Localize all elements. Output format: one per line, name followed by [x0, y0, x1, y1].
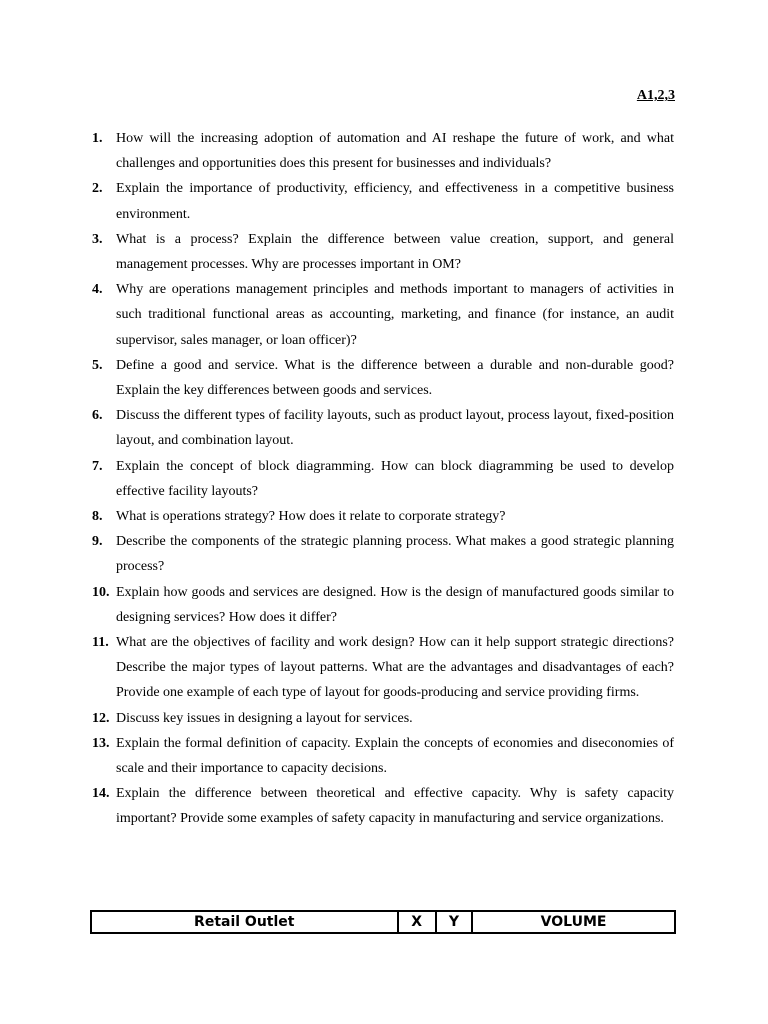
question-text: Discuss key issues in designing a layout for services. [116, 710, 413, 726]
question-item [92, 353, 674, 403]
question-item [92, 630, 674, 706]
question-number: 13. [92, 735, 110, 751]
question-number: 8. [92, 509, 103, 525]
question-number: 2. [92, 181, 103, 197]
question-text: Explain the concept of block diagramming. How can block diagramming be used to develop effective facility layouts? [116, 458, 674, 499]
question-item [92, 126, 674, 176]
question-text: Why are operations management principles and methods important to managers of activities in such traditional functional areas as accounting, marketing, and finance (for instance, an audit supervisor, sales manager, or loan officer)? [116, 282, 674, 348]
question-number: 5. [92, 357, 103, 373]
question-number: 10. [92, 584, 110, 600]
question-list [92, 126, 674, 832]
column-header-x: X [398, 911, 436, 933]
question-number: 11. [92, 635, 109, 651]
question-text: Discuss the different types of facility layouts, such as product layout, process layout, fixed-position layout, and combination layout. [116, 408, 674, 449]
question-number: 1. [92, 131, 103, 146]
question-item [92, 227, 674, 277]
question-item [92, 529, 674, 579]
question-item [92, 504, 674, 529]
question-item [92, 403, 674, 453]
question-item [92, 176, 674, 226]
retail-outlet-table [90, 910, 676, 934]
question-number: 14. [92, 786, 110, 802]
question-number: 9. [92, 534, 103, 550]
question-text: Explain how goods and services are designed. How is the design of manufactured goods similar to designing services? How does it differ? [116, 584, 674, 625]
column-header-y: Y [436, 911, 472, 933]
question-item [92, 706, 674, 731]
column-header-retail-outlet: Retail Outlet [91, 911, 398, 933]
table-header-row [91, 911, 675, 933]
question-item [92, 580, 674, 630]
question-number: 12. [92, 710, 110, 726]
question-number: 4. [92, 282, 103, 298]
question-text: What is operations strategy? How does it relate to corporate strategy? [116, 509, 506, 525]
question-text: Define a good and service. What is the difference between a durable and non-durable good? Explain the key differences between goods and services. [116, 357, 674, 399]
question-item [92, 277, 674, 353]
question-text: How will the increasing adoption of automation and AI reshape the future of work, and what challenges and opportunities does this present for businesses and individuals? [116, 131, 674, 172]
question-text: Explain the importance of productivity, efficiency, and effectiveness in a competitive business environment. [116, 181, 674, 222]
question-text: What is a process? Explain the difference between value creation, support, and general management processes. Why are processes important in OM? [116, 231, 674, 273]
question-text: Explain the difference between theoretical and effective capacity. Why is safety capacity important? Provide some examples of safety capacity in manufacturing and service organizations. [116, 786, 674, 827]
column-header-volume: VOLUME [472, 911, 675, 933]
question-number: 3. [92, 231, 103, 247]
document-code: A1,2,3 [636, 88, 675, 103]
question-text: Describe the components of the strategic planning process. What makes a good strategic planning process? [116, 534, 674, 575]
question-number: 7. [92, 458, 103, 474]
question-number: 6. [92, 408, 103, 424]
question-item [92, 731, 674, 781]
question-item [92, 781, 674, 831]
question-text: What are the objectives of facility and work design? How can it help support strategic directions? Describe the major types of layout patterns. What are the advantages and disadvantages of each? Provide one example of each type of layout for goods-producing and service providing firms. [116, 635, 674, 701]
question-item [92, 454, 674, 504]
question-text: Explain the formal definition of capacity. Explain the concepts of economies and diseconomies of scale and their importance to capacity decisions. [116, 735, 674, 777]
